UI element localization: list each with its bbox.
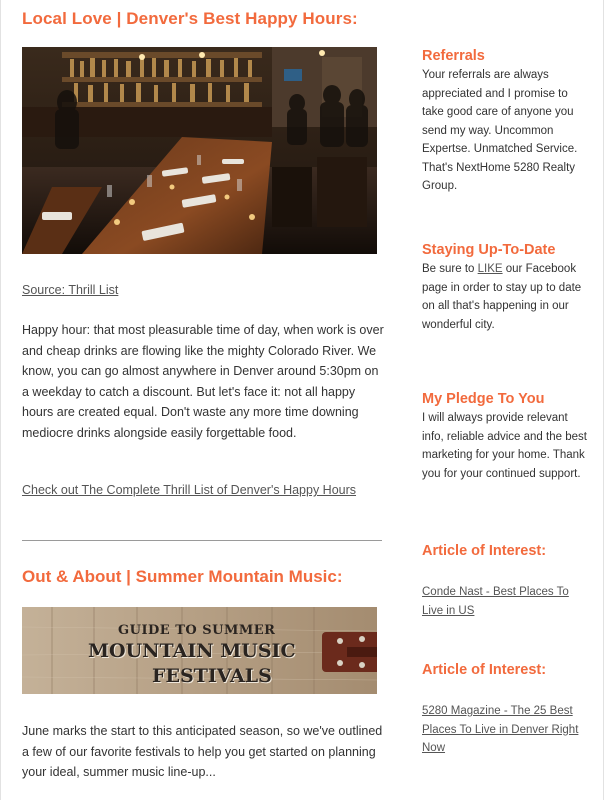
5280-magazine-article-link[interactable]: 5280 Magazine - The 25 Best Places To Live in Denver Right Now [422,705,579,754]
facebook-like-link[interactable]: LIKE [477,263,503,275]
pledge-title: My Pledge To You [422,391,545,407]
section-title-happy-hours: Local Love | Denver's Best Happy Hours: [22,9,358,28]
referrals-text: Your referrals are always appreciated and I promise to take good care of anyone you send my way. Uncommon Expertse. Unmatched Service. That's NextHome 5280 Realty Group. [422,69,578,192]
banjo-icon [322,632,377,672]
restaurant-image [22,47,377,254]
happy-hour-paragraph: Happy hour: that most pleasurable time of day, when work is over and cheap drinks are flowing like the mighty Colorado River. We know, you can go almost anywhere in Denver around 5:30pm on a weekday to catch a discount. But let's face it: not all happy hours are created equal. Don't waste any more time downing mediocre drinks alongside easily forgettable food. [22,323,384,440]
conde-nast-article-link-wrap [422,583,588,620]
banner-line-2: MOUNTAIN MUSIC [88,640,296,662]
staying-up-to-date-title: Staying Up-To-Date [422,242,556,258]
staying-text-after: our Facebook page in order to stay up to date on all that's happening in our wonderful city. [422,263,582,331]
banner-line-1: GUIDE TO SUMMER [118,623,276,638]
restaurant-photo [22,47,377,254]
music-festival-banner [22,607,377,694]
staying-up-to-date-text [422,260,588,334]
5280-magazine-article-link-wrap [422,702,588,758]
staying-text-before: Be sure to [422,263,478,275]
referrals-title: Referrals [422,48,485,64]
pledge-text: I will always provide relevant info, reliable advice and the best marketing for your home. Thank you for your continued support. [422,412,587,480]
music-festival-paragraph: June marks the start to this anticipated season, so we've outlined a few of our favorite festivals to help you get started on planning your ideal, summer music line-up... [22,724,383,779]
article-of-interest-title-1: Article of Interest: [422,543,547,559]
section-title-mountain-music: Out & About | Summer Mountain Music: [22,567,343,586]
conde-nast-article-link[interactable]: Conde Nast - Best Places To Live in US [422,586,569,617]
article-of-interest-title-2: Article of Interest: [422,662,547,678]
thrill-list-happy-hours-link[interactable]: Check out The Complete Thrill List of Denver's Happy Hours [22,483,357,497]
source-thrill-list-link[interactable]: Source: Thrill List [22,283,119,297]
banner-line-3: FESTIVALS [152,665,272,687]
section-divider [22,540,382,541]
